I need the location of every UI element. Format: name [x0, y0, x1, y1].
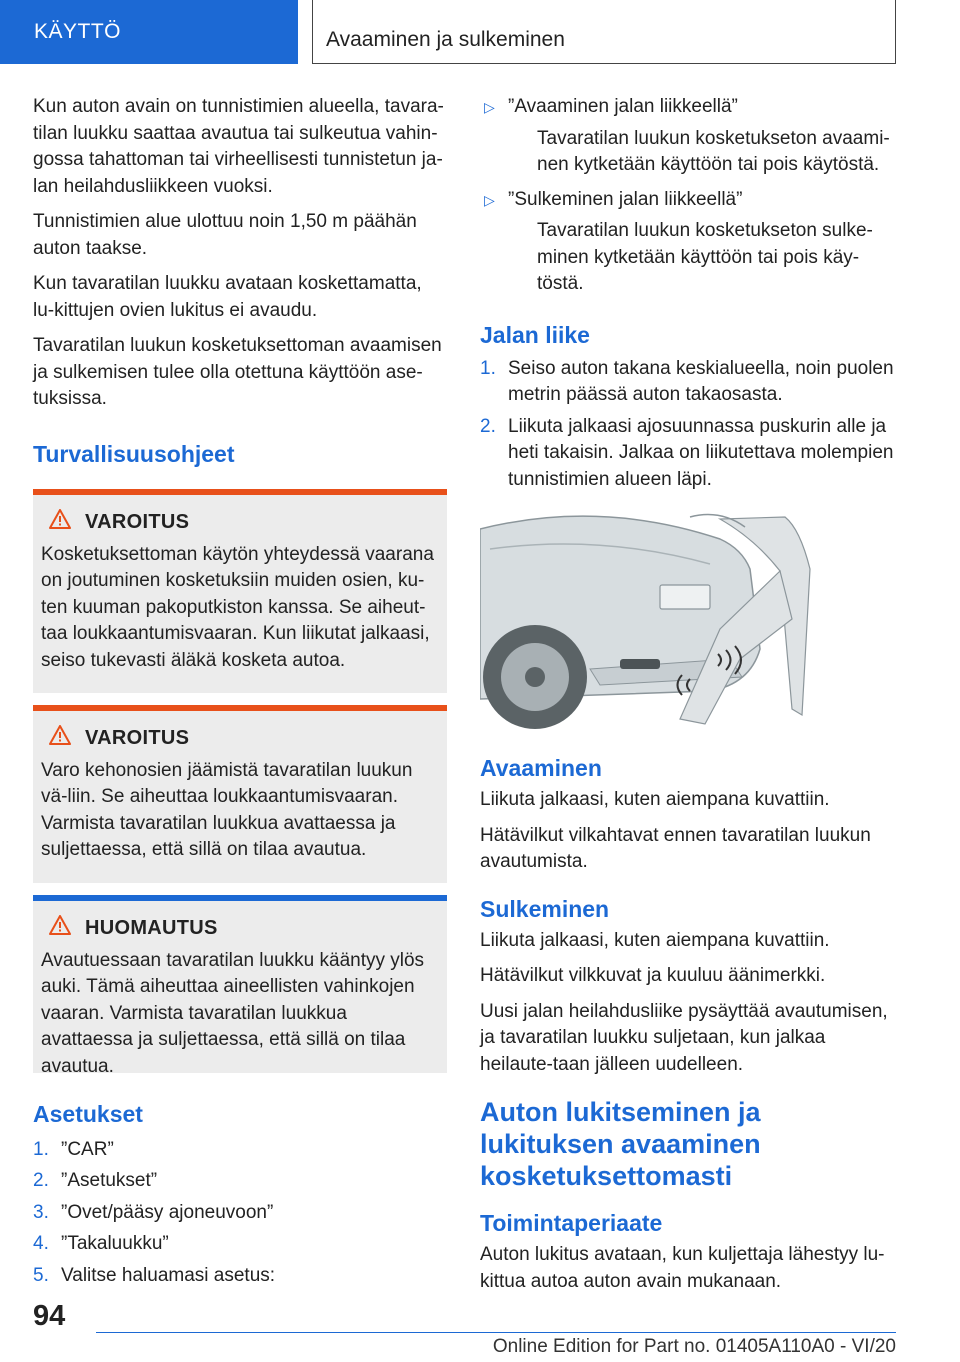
safety-heading: Turvallisuusohjeet	[33, 440, 235, 467]
warning-box	[33, 495, 447, 693]
triangle-right-icon: ▷	[484, 191, 495, 208]
paragraph: Auton lukitus avataan, kun kuljettaja lähestyy lu-kittua autoa auton avain mukanaan.	[480, 1244, 885, 1292]
close-heading: Sulkeminen	[480, 895, 610, 922]
edition-text: Online Edition for Part no. 01405A110A0 - VI/20	[492, 1336, 896, 1357]
paragraph: Liikuta jalkaasi, kuten aiempana kuvattiin.	[480, 929, 830, 951]
warning-title-text: VAROITUS	[85, 511, 190, 533]
foot-steps	[480, 356, 896, 494]
section-tab: KÄYTTÖ	[0, 0, 298, 64]
warning-title	[41, 725, 439, 752]
lock-heading: Auton lukitseminen ja lukituksen avaaminen kosketuksettomasti	[480, 1097, 761, 1191]
footer-divider	[96, 1332, 896, 1333]
warning-text: Kosketuksettoman käytön yhteydessä vaarana on joutuminen kosketuksiin muiden osien, ku-ten kuuman pakoputkiston kanssa. Se aiheut-taa loukkaantumisvaaran. Kun liikutat jalkaasi, seiso tukevasti äläkä kosketa autoa.	[41, 543, 434, 671]
paragraph: Kun tavaratilan luukku avataan koskettamatta, lu-kittujen ovien lukitus ei avaudu.	[33, 273, 422, 321]
list-item: 2. Liikuta jalkaasi ajosuunnassa puskurin alle ja heti takaisin. Jalkaa on liikutettava molempien tunnistimien alueen läpi.	[480, 415, 894, 490]
list-item: 2. ”Asetukset”	[33, 1170, 158, 1191]
principle-heading: Toimintaperiaate	[480, 1210, 663, 1236]
settings-heading: Asetukset	[33, 1100, 143, 1127]
option-description: Tavaratilan luukun kosketukseton sulke-minen kytketään käyttöön tai pois käy-töstä.	[537, 220, 873, 294]
option-description: Tavaratilan luukun kosketukseton avaami-nen kytketään käyttöön tai pois käytöstä.	[537, 127, 890, 175]
car-foot-illustration	[480, 509, 832, 729]
list-item: 1. Seiso auton takana keskialueella, noin puolen metrin päässä auton takaosasta.	[480, 357, 894, 405]
warning-triangle-icon	[49, 725, 71, 752]
option-list	[480, 187, 896, 214]
list-item: 5. Valitse haluamasi asetus:	[33, 1264, 276, 1286]
warning-title-text: VAROITUS	[85, 727, 190, 749]
paragraph: Uusi jalan heilahdusliike pysäyttää avautumisen, ja tavaratilan luukku suljetaan, kun jalkaa heilaute-taan jälleen uudelleen.	[480, 1000, 888, 1075]
settings-steps	[33, 1137, 447, 1290]
option-item: ▷ ”Avaaminen jalan liikkeellä”	[480, 94, 896, 121]
paragraph: Liikuta jalkaasi, kuten aiempana kuvattiin.	[480, 789, 830, 810]
notice-title-text: HUOMAUTUS	[85, 917, 218, 939]
paragraph: Hätävilkut vilkkuvat ja kuuluu äänimerkki.	[480, 965, 826, 986]
warning-triangle-icon	[49, 509, 71, 536]
paragraph: Hätävilkut vilkahtavat ennen tavaratilan luukun avautumista.	[480, 824, 871, 872]
warning-text: Varo kehonosien jäämistä tavaratilan luukun vä-liin. Se aiheuttaa loukkaantumisvaaran. Varmista tavaratilan luukkua avattaessa ja suljettaessa, että sillä on tilaa avautua.	[41, 759, 413, 860]
notice-text: Avautuessaan tavaratilan luukku kääntyy ylös auki. Tämä aiheuttaa aineellisten vahinkojen vaaran. Varmista tavaratilan luukkua avattaessa ja suljettaessa, että sillä on tilaa avautua.	[41, 949, 425, 1077]
option-item: ▷ ”Sulkeminen jalan liikkeellä”	[480, 187, 896, 214]
list-item: 4. ”Takaluukku”	[33, 1233, 169, 1254]
list-item: 3. ”Ovet/pääsy ajoneuvoon”	[33, 1201, 274, 1223]
paragraph: Tunnistimien alue ulottuu noin 1,50 m päähän auton taakse.	[33, 211, 417, 259]
open-heading: Avaaminen	[480, 755, 602, 781]
notice-box	[33, 901, 447, 1077]
triangle-right-icon: ▷	[484, 99, 495, 115]
left-column	[33, 94, 447, 1294]
paragraph: Kun auton avain on tunnistimien alueella, tavara-tilan luukku saattaa avautua tai sulkeutua vahin-gossa tahattoman tai virheellisesti tunnistetun ja-lan heilahdusliikkeen vuoksi.	[33, 96, 444, 197]
page-number: 94	[33, 1300, 66, 1332]
notice-title	[41, 915, 439, 942]
right-column	[480, 94, 896, 1304]
warning-box	[33, 711, 447, 883]
page-title: Avaaminen ja sulkeminen	[312, 0, 896, 64]
option-list	[480, 94, 896, 121]
warning-title	[41, 509, 439, 536]
foot-heading: Jalan liike	[480, 321, 590, 348]
illustration	[480, 509, 896, 729]
list-item: 1. ”CAR”	[33, 1138, 114, 1160]
paragraph: Tavaratilan luukun kosketuksettoman avaamisen ja sulkemisen tulee olla otettuna käyttöön ase-tuksissa.	[33, 335, 442, 409]
notice-triangle-icon	[49, 915, 71, 942]
